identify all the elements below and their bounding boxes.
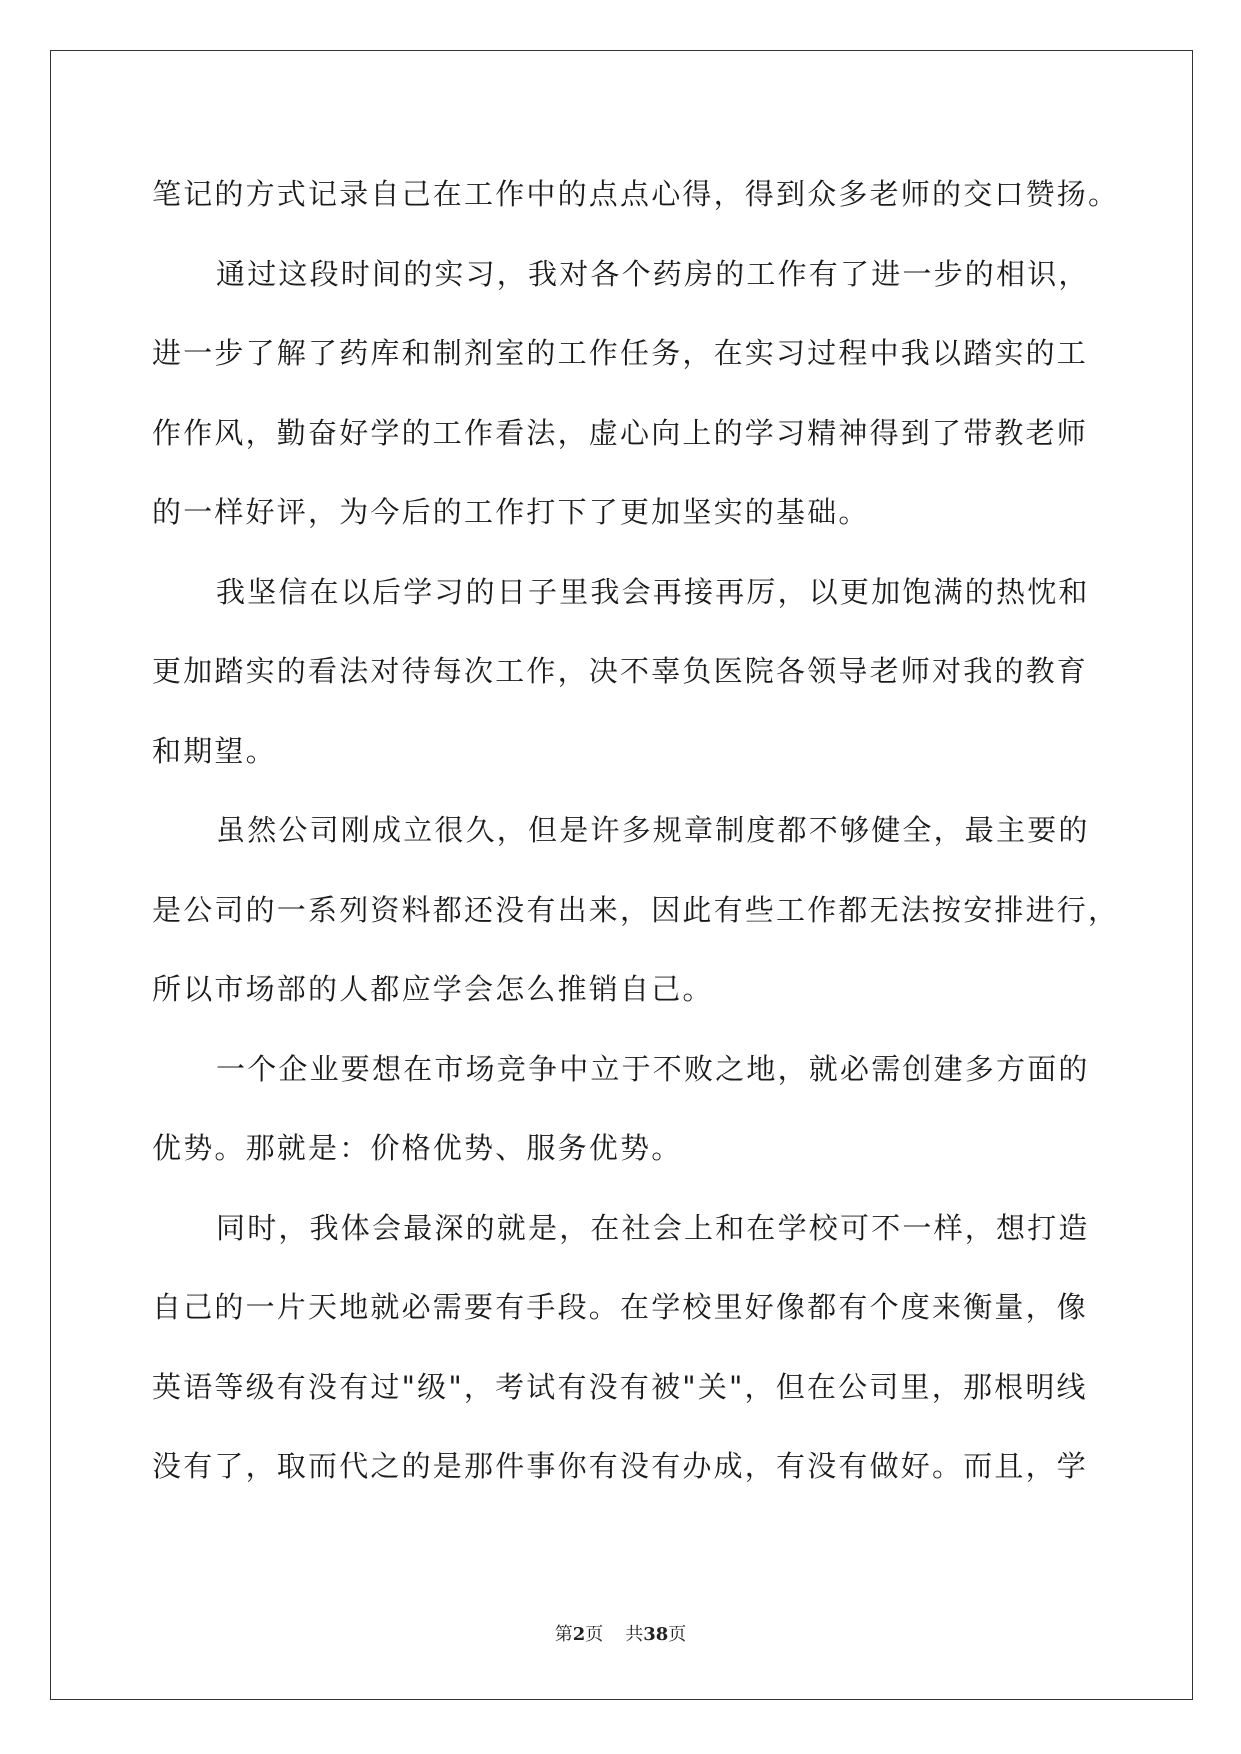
text-line: 的一样好评，为今后的工作打下了更加坚实的基础。 bbox=[152, 495, 870, 529]
text-line: 优势。那就是：价格优势、服务优势。 bbox=[152, 1131, 683, 1165]
text-line: 没有了，取而代之的是那件事你有没有办成，有没有做好。而且，学 bbox=[152, 1449, 1089, 1483]
text-line: 通过这段时间的实习，我对各个药房的工作有了进一步的相识， bbox=[216, 256, 1090, 291]
text-line: 笔记的方式记录自己在工作中的点点心得，得到众多老师的交口赞扬。 bbox=[152, 177, 1120, 211]
text-line: 作作风，勤奋好学的工作看法，虚心向上的学习精神得到了带教老师 bbox=[152, 415, 1089, 450]
page-footer bbox=[0, 1620, 1241, 1646]
text-line: 是公司的一系列资料都还没有出来，因此有些工作都无法按安排进行， bbox=[152, 892, 1120, 927]
text-line: 一个企业要想在市场竞争中立于不败之地，就必需创建多方面的 bbox=[216, 1051, 1090, 1086]
text-line: 更加踏实的看法对待每次工作，决不辜负医院各领导老师对我的教育 bbox=[152, 654, 1089, 688]
total-suffix: 页 bbox=[668, 1624, 687, 1645]
text-line: 所以市场部的人都应学会怎么推销自己。 bbox=[152, 972, 714, 1006]
text-line: 自己的一片天地就必需要有手段。在学校里好像都有个度来衡量，像 bbox=[152, 1290, 1089, 1324]
text-line: 虽然公司刚成立很久，但是许多规章制度都不够健全，最主要的 bbox=[216, 813, 1090, 847]
text-line: 同时，我体会最深的就是，在社会上和在学校可不一样，想打造 bbox=[216, 1210, 1090, 1245]
text-line: 英语等级有没有过"级"，考试有没有被"关"，但在公司里，那根明线 bbox=[152, 1369, 1088, 1404]
total-pages: 38 bbox=[643, 1624, 669, 1645]
text-line: 进一步了解了药库和制剂室的工作任务，在实习过程中我以踏实的工 bbox=[152, 336, 1089, 370]
page-number: 2 bbox=[572, 1624, 586, 1645]
text-line: 我坚信在以后学习的日子里我会再接再厉，以更加饱满的热忱和 bbox=[216, 574, 1090, 609]
page-suffix: 页 bbox=[585, 1624, 604, 1645]
page-prefix: 第 bbox=[554, 1624, 573, 1645]
total-prefix: 共 bbox=[625, 1624, 644, 1645]
document-body bbox=[152, 155, 1120, 1507]
text-line: 和期望。 bbox=[152, 733, 277, 768]
